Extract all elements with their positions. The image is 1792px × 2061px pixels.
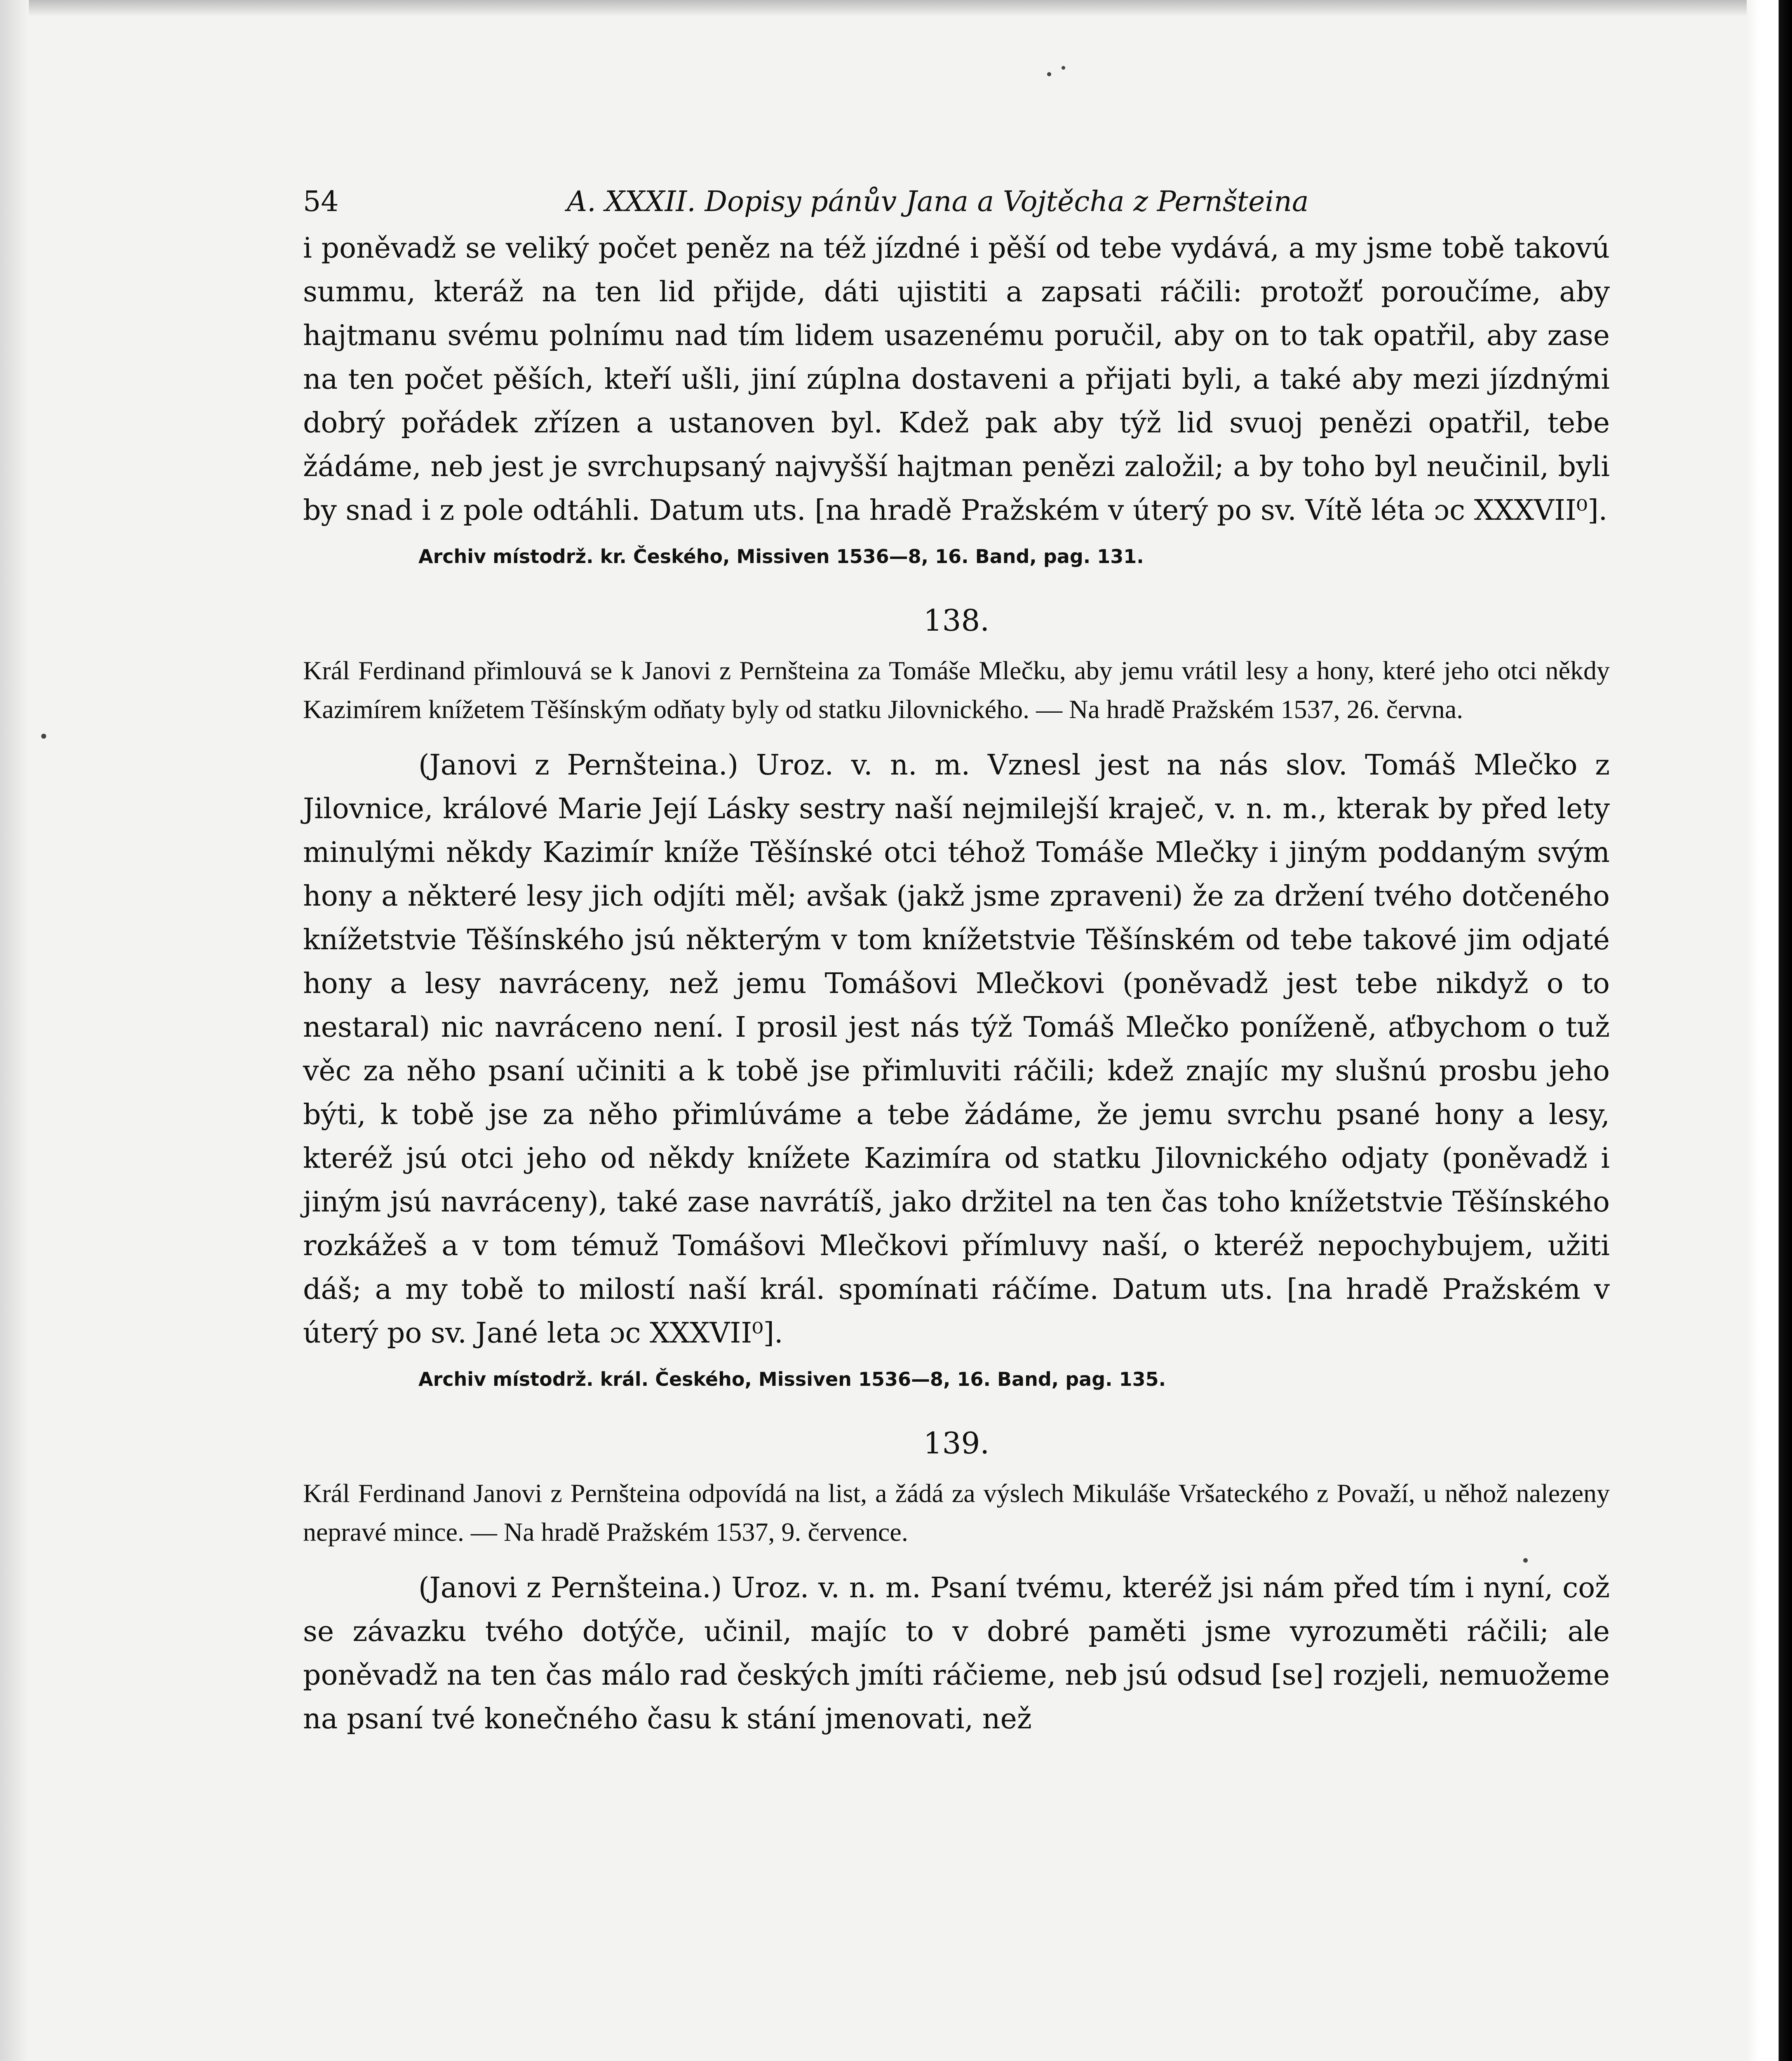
letter-138-body: (Janovi z Pernšteina.) Uroz. v. n. m. Vznesl jest na nás slov. Tomáš Mlečko z Jilovnice, králové Marie Její Lásky sestry naší nejmilejší kraječ, v. n. m., kterak by před lety minulými někdy Kazimír kníže Těšínské otci téhož Tomáše Mlečky i jiným poddaným svým hony a některé lesy jich odjíti měl; avšak (jakž jsme zpraveni) že za držení tvého dotčeného knížetstvie Těšínského jsú některým v tom knížetstvie Těšínském od tebe takové jim odjaté hony a lesy navráceny, než jemu Tomášovi Mlečkovi (poněvadž jest tebe nikdyž o to nestaral) nic navráceno není. I prosil jest nás týž Tomáš Mlečko poníženě, aťbychom o tuž věc za něho psaní učiniti a k tobě jse přimluviti ráčili; kdež znajíc my slušnú prosbu jeho býti, k tobě jse za něho přimlúváme a tebe žádáme, že jemu svrchu psané hony a lesy, kteréž jsú otci jeho od někdy knížete Kazimíra od statku Jilovnického odjaty (poněvadž i jiným jsú navráceny), také zase navrátíš, jako držitel na ten čas toho knížetstvie Těšínského rozkážeš a v tom témuž Tomášovi Mlečkovi přímluvy naší, o kteréž nepochybujem, užiti dáš; a my tobě to milostí naší král. spomínati ráčíme. Datum uts. [na hradě Pražském v úterý po sv. Jané leta ɔc XXXVII⁰]. (303, 749, 1610, 1350)
spacer (303, 729, 1610, 744)
book-page (303, 181, 1610, 1995)
scan-right-border (1747, 0, 1792, 2061)
letter-137-continuation: i poněvadž se veliký počet peněz na též jízdné i pěší od tebe vydává, a my jsme tobě takovú summu, kteráž na ten lid přijde, dáti ujistiti a zapsati ráčili: protožť poroučíme, aby hajtmanu svému polnímu nad tím lidem usazenému poručil, aby on to tak opatřil, aby zase na ten počet pěších, kteří ušli, jiní zúplna dostaveni a přijati byli, a také aby mezi jízdnými dobrý pořádek zřízen a ustanoven byl. Kdež pak aby týž lid svuoj penězi opatřil, tebe žádáme, neb jest je svrchupsaný najvyšší hajtman penězi založil; a by toho byl neučinil, byli by snad i z pole odtáhli. Datum uts. [na hradě Pražském v úterý po sv. Vítě léta ɔc XXXVII⁰]. (303, 232, 1610, 527)
scan-top-shadow (0, 0, 1792, 16)
spacer (303, 1552, 1610, 1566)
source-citation-137: Archiv místodrž. kr. Českého, Missiven 1536—8, 16. Band, pag. 131. (418, 545, 1144, 568)
source-citation-138: Archiv místodrž. král. Českého, Missiven 1536—8, 16. Band, pag. 135. (418, 1368, 1166, 1390)
scan-speck (1047, 72, 1051, 76)
scan-speck (1062, 66, 1065, 70)
document-number-139: 139. (923, 1426, 990, 1460)
page-header (303, 181, 1610, 227)
regest-138: Král Ferdinand přimlouvá se k Janovi z Pernšteina za Tomáše Mlečku, aby jemu vrátil lesy a hony, které jeho otci někdy Kazimírem knížetem Těšínským odňaty byly od statku Jilovnického. — Na hradě Pražském 1537, 26. června. (303, 656, 1610, 724)
letter-139-body: (Janovi z Pernšteina.) Uroz. v. n. m. Psaní tvému, kteréž jsi nám před tím i nyní, což se závazku tvého dotýče, učinil, majíc to v dobré paměti jsme vyrozuměti ráčili; ale poněvadž na ten čas málo rad českých jmíti ráčieme, neb jsú odsud [se] rozjeli, nemuožeme na psaní tvé konečného času k stání jmenovati, než (303, 1572, 1610, 1735)
running-head: A. XXXII. Dopisy pánův Jana a Vojtěcha z Pernšteina (567, 185, 1309, 218)
scan-left-shadow (0, 0, 29, 2061)
regest-139: Král Ferdinand Janovi z Pernšteina odpovídá na list, a žádá za výslech Mikuláše Vršateckého z Považí, u něhož nalezeny nepravé mince. — Na hradě Pražském 1537, 9. července. (303, 1479, 1610, 1547)
document-number-138: 138. (923, 603, 990, 638)
page-number: 54 (303, 185, 339, 218)
scan-speck (41, 734, 46, 739)
